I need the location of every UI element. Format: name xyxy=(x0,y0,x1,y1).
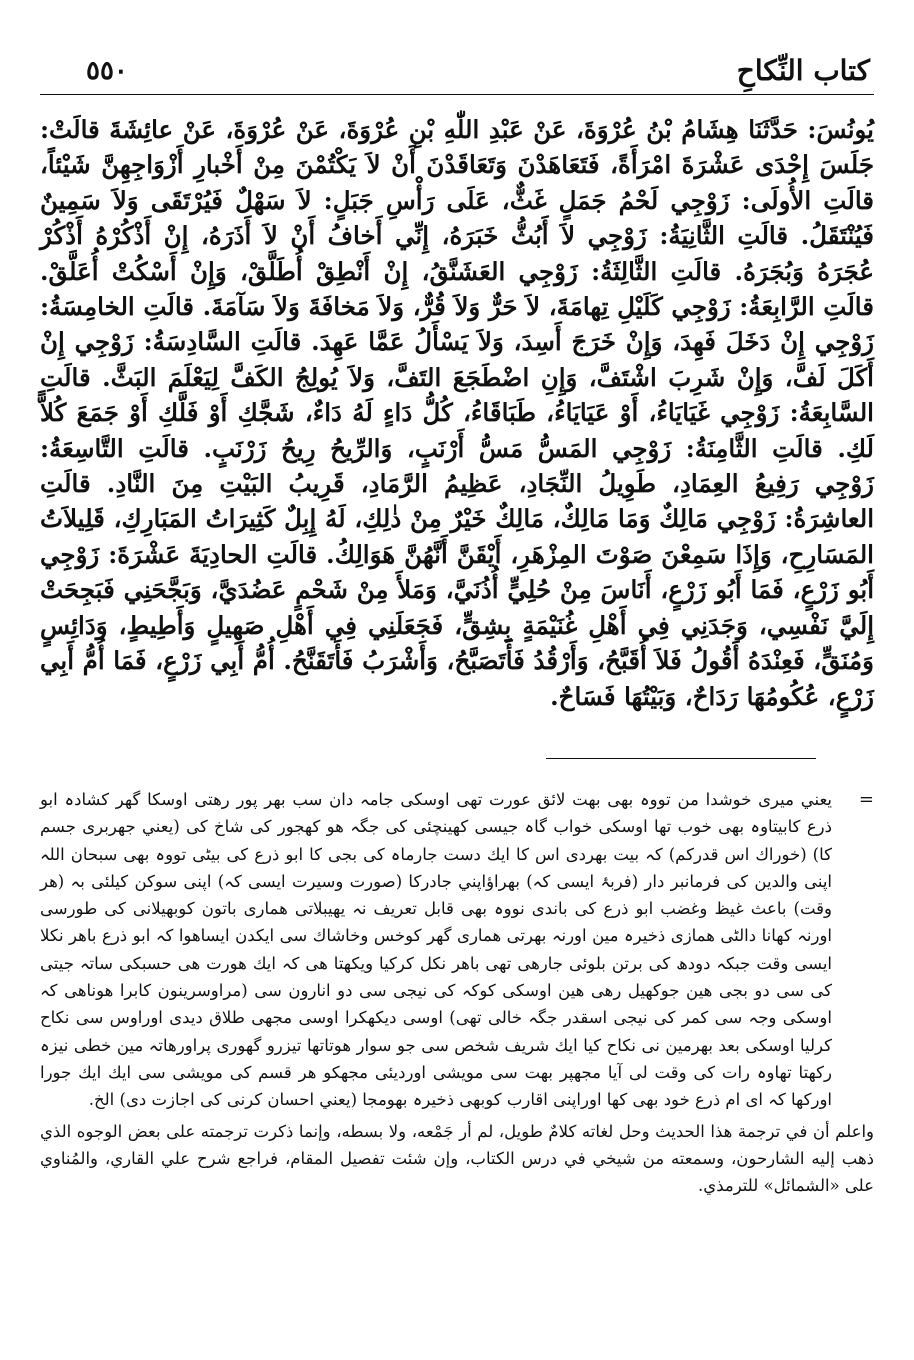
footnote-marker: = xyxy=(858,789,874,810)
urdu-translation-text: یعني میری خوشدا من تووہ بھی بھت لائق عورت تھی اوسکی جامہ دان سب بھر پور رھتی اوسکا گھر کشادہ ابو ذرع کابیتاوہ بھی خوب تھا اوسکی خواب گاہ جیسی کھینچئی کی جگہ ھو کھجور کی شاخ کی (یعني جھربری جسم کا) (خوراك اس قدرکم) کہ بیت بھردی اس کا ایك دست جارماہ کی بجی کا ابو ذرع کی بیٹی تووہ بھی سبحان اللہ اپنی والدین کی فرمانبر دار (فربۂ ایسی کہ) بھراؤاپني جادرکا (صورت وسیرت ایسی کہ) اپنی سوکن کیلئی بہ (ھر وقت) باعث غیظ وغضب ابو ذرع کی باندی نووہ بھی قابل تعریف نہ یھیبلاتی ھماری باتون کوبھیلانی کی طورسی اورنہ کھانا دالٹی ھمازی ذخیرہ مین اورنہ بھرتی ھماری گھر کوخس وخاشاك سی ایکدن ایساھوا کہ ابو ذرع باھر نکلا ایسی وقت جبکہ دودھ کی برتن بلوئی جارھی تھی باھر نکل کرکیا ویکھتا ھی کہ ایك ھورت ھی حسبکی ساتہ جیتی کی سی دو بجی ھین جوکھیل رھی ھین اوسکی کوکہ کی نیجی سی دو انارون سی (مراوسرینون کابرا ھوناھی کہ اوسکی وجہ سی کمر کی نیجی اسقدر جگہ خالی تھی) اوسی دیکھکرا اوسی مجھی طلاق دیدی اوراوس سی نکاح کرلیا اوسکی بعد بھرمین نی نکاح کیا ایك شریف شخص سی جو سوار ھوتاتھا تیزرو گھوری پراورھاتہ مین خطی نیزہ رکھتا تھاوہ رات کی وقت لی آیا مجھپر بھت سی مویشی اوردیئی مجھکو ھر قسم کی مویشی سی ایك ایك جورا اورکھا کہ ای ام ذرع خود بھی کھا اوراپنی اقارب کوبھی ذخیرہ بھومجا (یعني احسان کرنی کی اجازت دی) الخ. xyxy=(40,790,832,1110)
footnotes-section xyxy=(40,786,874,1216)
urdu-translation-note xyxy=(40,786,874,1114)
hadith-text: يُونُسَ: حَدَّثَنَا هِشَامُ بْنُ عُرْوَةَ، عَنْ عَبْدِ اللّٰهِ بْنِ عُرْوَةَ، عَنْ عُرْوَةَ، عَنْ عائِشَةَ قالَتْ: جَلَسَ إِحْدَى عَشْرَةَ امْرَأَةً، فَتَعَاهَدْنَ وَتَعَاقَدْنَ أَنْ لاَ يَكْتُمْنَ مِنْ أَخْبارِ أَزْوَاجِهِنَّ شَيْئاً، قالَتِ الأُولَى: زَوْجِي لَحْمُ جَمَلٍ غَثٌّ، عَلَى رَأْسِ جَبَلٍ: لاَ سَهْلٌ فَيُرْتَقَى وَلاَ سَمِينٌ فَيُنْتَقَلُ. قالَتِ الثَّانِيَةُ: زَوْجِي لاَ أَبُثُّ خَبَرَهُ، إِنِّي أَخافُ أَنْ لاَ أَذَرَهُ، إِنْ أَذْكُرْهُ أَذْكُرْ عُجَرَهُ وَبُجَرَهُ. قالَتِ الثَّالِثَةُ: زَوْجِي العَشَنَّقُ، إِنْ أَنْطِقْ أُطَلَّقْ، وَإِنْ أَسْكُتْ أُعَلَّقْ. قالَتِ الرَّابِعَةُ: زَوْجِي كَلَيْلِ تِهامَةَ، لاَ حَرٌّ وَلاَ قُرٌّ، وَلاَ مَخافَةَ وَلاَ سَآمَةَ. قالَتِ الخامِسَةُ: زَوْجِي إِنْ دَخَلَ فَهِدَ، وَإِنْ خَرَجَ أَسِدَ، وَلاَ يَسْأَلُ عَمَّا عَهِدَ. قالَتِ السَّادِسَةُ: زَوْجِي إِنْ أَكَلَ لَفَّ، وَإِنْ شَرِبَ اشْتَفَّ، وَإِنِ اضْطَجَعَ التَفَّ، وَلاَ يُولِجُ الكَفَّ لِيَعْلَمَ البَثَّ. قالَتِ السَّابِعَةُ: زَوْجِي غَيَايَاءُ، أَوْ عَيَايَاءُ، طَبَاقَاءُ، كُلُّ دَاءٍ لَهُ دَاءٌ، شَجَّكِ أَوْ فَلَّكِ أَوْ جَمَعَ كُلاًّ لَكِ. قالَتِ الثَّامِنَةُ: زَوْجِي المَسُّ مَسُّ أَرْنَبٍ، وَالرِّيحُ رِيحُ زَرْنَبٍ. قالَتِ التَّاسِعَةُ: زَوْجِي رَفِيعُ العِمَادِ، طَوِيلُ النِّجَادِ، عَظِيمُ الرَّمَادِ، قَرِيبُ البَيْتِ مِنَ النَّادِ. قالَتِ العاشِرَةُ: زَوْجِي مَالِكٌ وَمَا مَالِكٌ، مَالِكٌ خَيْرٌ مِنْ ذٰلِكِ، لَهُ إِبِلٌ كَثِيرَاتُ المَبَارِكِ، قَلِيلاَتُ المَسَارِحِ، وَإِذَا سَمِعْنَ صَوْتَ المِزْهَرِ، أَيْقَنَّ أَنَّهُنَّ هَوَالِكُ. قالَتِ الحادِيَةَ عَشْرَةَ: زَوْجِي أَبُو زَرْعٍ، فَمَا أَبُو زَرْعٍ، أَنَاسَ مِنْ حُلِيٍّ أُذُنَيَّ، وَمَلأَ مِنْ شَحْمٍ عَضُدَيَّ، وَبَجَّحَنِي فَبَجِحَتْ إِلَيَّ نَفْسِي، وَجَدَنِي فِي أَهْلِ غُنَيْمَةٍ بِشِقٍّ، فَجَعَلَنِي فِي أَهْلِ صَهِيلٍ وَأَطِيطٍ، وَدَائِسٍ وَمُنَقٍّ، فَعِنْدَهُ أَقُولُ فَلاَ أُقَبَّحُ، وَأَرْقُدُ فَأَتَصَبَّحُ، وَأَشْرَبُ فَأَتَقَنَّحُ. أُمُّ أَبِي زَرْعٍ، فَمَا أُمُّ أَبِي زَرْعٍ، عُكُومُهَا رَدَاحٌ، وَبَيْتُهَا فَسَاحٌ. xyxy=(40,115,874,711)
hadith-text-block xyxy=(40,112,874,714)
page-number: ٥٥٠ xyxy=(86,56,128,86)
page-header xyxy=(40,52,874,95)
footnote-divider xyxy=(546,758,816,759)
arabic-commentary-note: واعلم أن في ترجمة هذا الحديث وحل لغاته كلامٌ طويل، لم أر جَمْعه، ولا بسطه، وإنما ذكرت ترجمته على بعض الوجوه الذي ذهب إليه الشارحون، وسمعته من شيخي في درس الكتاب، وإن شئت تفصيل المقام، فراجع شرح علي القاري، والمُناوي على «الشمائل» للترمذي. xyxy=(40,1121,874,1196)
book-title: كتاب النِّكاحِ xyxy=(736,54,870,87)
